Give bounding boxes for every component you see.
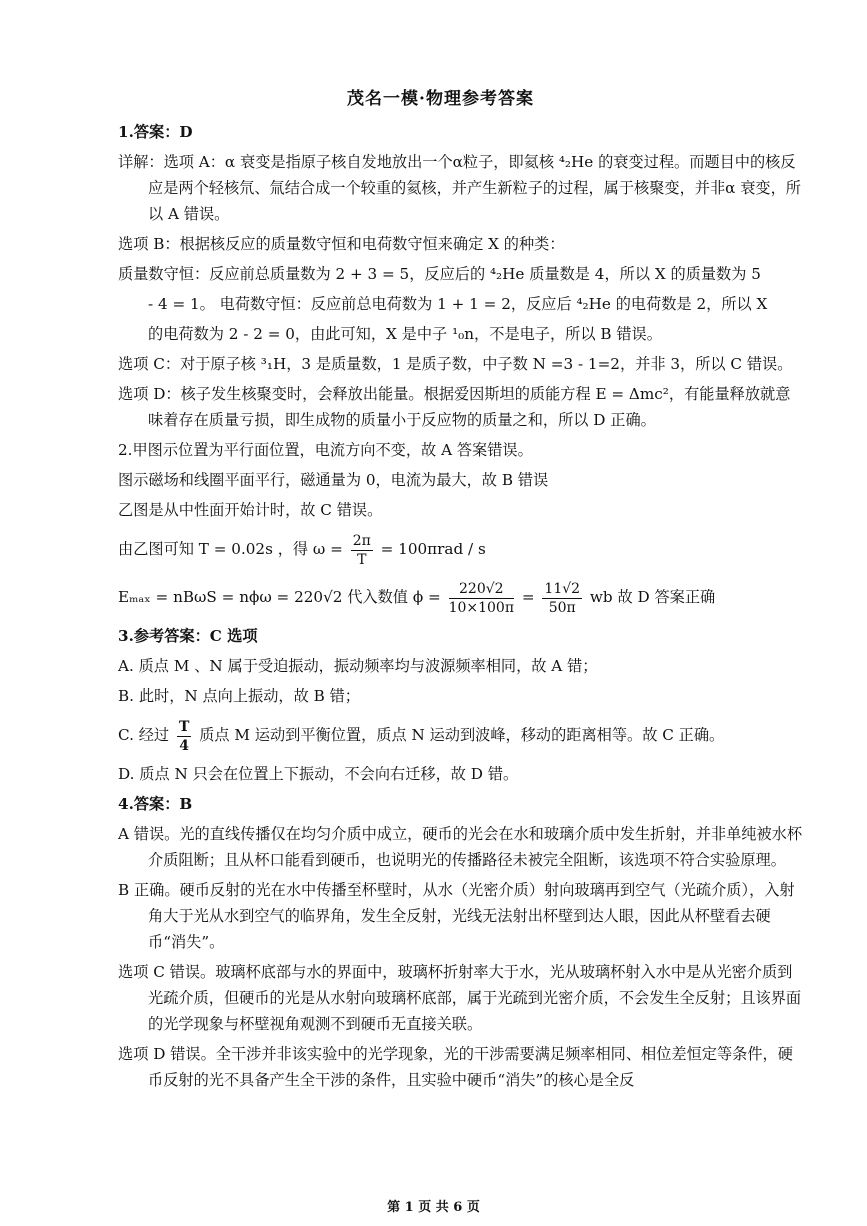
q2-omega-fraction xyxy=(351,532,373,569)
q2-line-2: 图示磁场和线圈平面平行，磁通量为 0，电流为最大，故 B 错误 xyxy=(118,471,549,489)
q1-option-d: 选项 D：核子发生核聚变时，会释放出能量。根据爱因斯坦的质能方程 E = Δmc²，有能量释放就意味着存在质量亏损，即生成物的质量小于反应物的质量之和，所以 D 正确。 xyxy=(118,385,791,429)
q2-phi-fraction-1 xyxy=(449,580,514,617)
q1-option-b-head: 选项 B：根据核反应的质量数守恒和电荷数守恒来确定 X 的种类： xyxy=(118,235,565,253)
q3-quarter-period-fraction xyxy=(177,718,191,755)
q2-line-5-text: Eₘₐₓ = nBωS = nϕω = 220√2 代入数值 ϕ = xyxy=(118,588,441,606)
q4-option-a: A 错误。光的直线传播仅在均匀介质中成立，硬币的光会在水和玻璃介质中发生折射，并非单纯被水杯介质阻断；且从杯口能看到硬币，也说明光的传播路径未被完全阻断，该选项不符合实验原理。 xyxy=(118,825,803,869)
q2-line-5 xyxy=(118,575,803,619)
q3-option-c xyxy=(118,713,803,757)
page-title: 茂名一模·物理参考答案 xyxy=(347,89,534,109)
q1-answer: 1.答案：D xyxy=(118,123,193,141)
q2-line-4-text: 由乙图可知 T = 0.02s ，得 ω = xyxy=(118,540,343,558)
q2-line-4 xyxy=(118,527,803,571)
fraction-denominator: 4 xyxy=(179,737,190,754)
q2-line-5-result: wb 故 D 答案正确 xyxy=(589,588,716,606)
q3-option-c-text: C. 经过 xyxy=(118,726,170,744)
fraction-numerator: 2π xyxy=(352,532,371,549)
q3-option-b: B. 此时，N 点向上振动，故 B 错； xyxy=(118,687,360,705)
fraction-denominator: 10×100π xyxy=(448,599,515,616)
q2-line-3: 乙图是从中性面开始计时，故 C 错误。 xyxy=(118,501,383,519)
equals-sign: = xyxy=(521,588,535,606)
q3-answer: 3.参考答案：C 选项 xyxy=(118,627,258,645)
q2-phi-fraction-2 xyxy=(542,580,582,617)
q2-line-1: 2.甲图示位置为平行面位置，电流方向不变，故 A 答案错误。 xyxy=(118,441,533,459)
fraction-numerator: T xyxy=(178,718,190,735)
q4-option-c: 选项 C 错误。玻璃杯底部与水的界面中，玻璃杯折射率大于水，光从玻璃杯射入水中是从光密介质到光疏介质，但硬币的光是从水射向玻璃杯底部，属于光疏到光密介质，不会发生全反射；且该界面的光学现象与杯壁视角观测不到硬币无直接关联。 xyxy=(118,963,802,1033)
q3-option-d: D. 质点 N 只会在位置上下振动，不会向右迁移，故 D 错。 xyxy=(118,765,519,783)
q1-mass-line-3: 的电荷数为 2 - 2 = 0，由此可知，X 是中子 ¹₀n，不是电子，所以 B 错误。 xyxy=(148,325,662,343)
q1-option-c: 选项 C：对于原子核 ³₁H，3 是质量数，1 是质子数，中子数 N =3 - 1=2，并非 3，所以 C 错误。 xyxy=(118,355,793,373)
fraction-numerator: 220√2 xyxy=(449,580,514,599)
fraction-denominator: 50π xyxy=(548,599,576,616)
q4-answer: 4.答案：B xyxy=(118,795,193,813)
q4-option-d: 选项 D 错误。全干涉并非该实验中的光学现象，光的干涉需要满足频率相同、相位差恒定等条件，硬币反射的光不具备产生全干涉的条件，且实验中硬币“消失”的核心是全反 xyxy=(118,1045,793,1089)
fraction-denominator: T xyxy=(357,551,367,568)
q3-option-c-rest: 质点 M 运动到平衡位置，质点 N 运动到波峰，移动的距离相等。故 C 正确。 xyxy=(199,726,725,744)
q3-option-a: A. 质点 M 、N 属于受迫振动，振动频率均与波源频率相同，故 A 错； xyxy=(118,657,598,675)
q1-mass-line-2: - 4 = 1。 电荷数守恒：反应前总电荷数为 1 + 1 = 2，反应后 ⁴₂He 的电荷数是 2，所以 X xyxy=(148,295,768,313)
page-footer: 第 1 页 共 6 页 xyxy=(387,1200,480,1215)
q4-option-b: B 正确。硬币反射的光在水中传播至杯壁时，从水（光密介质）射向玻璃再到空气（光疏介质），入射角大于光从水到空气的临界角，发生全反射，光线无法射出杯壁到达人眼，因此从杯壁看去硬币“消失”。 xyxy=(118,881,795,951)
q1-detail-a: 详解：选项 A：α 衰变是指原子核自发地放出一个α粒子，即氦核 ⁴₂He 的衰变过程。而题目中的核反应是两个轻核氘、氚结合成一个较重的氦核，并产生新粒子的过程，属于核聚变，并非α 衰变，所以 A 错误。 xyxy=(118,153,801,223)
q1-mass-line-1: 质量数守恒：反应前总质量数为 2 + 3 = 5，反应后的 ⁴₂He 质量数是 4，所以 X 的质量数为 5 xyxy=(118,265,761,283)
fraction-numerator: 11√2 xyxy=(544,580,581,597)
q2-line-4-result: = 100πrad / s xyxy=(380,540,486,558)
